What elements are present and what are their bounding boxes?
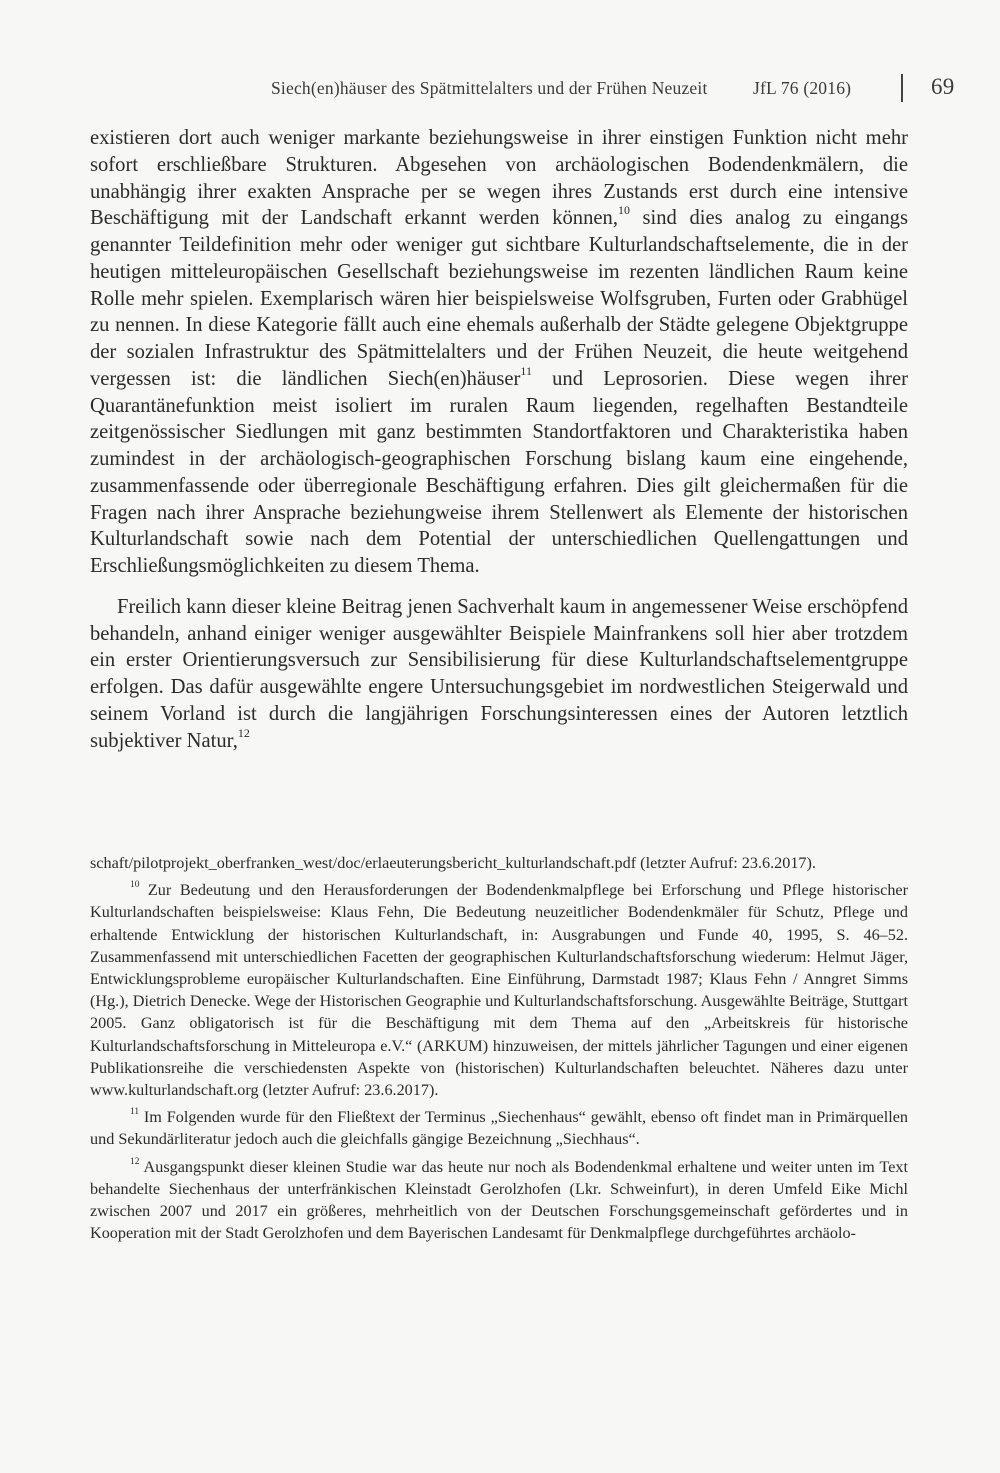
footnotes	[90, 852, 908, 1244]
running-title: Siech(en)häuser des Spätmittelalters und der Frühen Neuzeit	[271, 78, 708, 98]
running-header	[0, 74, 1000, 104]
paragraph-1	[90, 125, 908, 580]
footnote-11-text: Im Folgenden wurde für den Fließtext der Terminus „Siechenhaus“ gewählt, ebenso oft findet man in Primärquellen und Sekundärliteratur jedoch auch die gleichfalls gängige Bezeichnung „Siechhaus“.	[90, 1108, 909, 1149]
body-text	[90, 125, 908, 754]
footnote-12-text: Ausgangspunkt dieser kleinen Studie war das heute nur noch als Bodendenkmal erhaltene und weiter unten im Text behandelte Siechenhaus der unterfränkischen Kleinstadt Gerolzhofen (Lkr. Schweinfurt), in deren Umfeld Eike Michl zwischen 2007 und 2017 ein größeres, mehrheitlich von der Deutschen Forschungsgemeinschaft gefördertes und in Kooperation mit der Stadt Gerolzhofen und dem Bayerischen Landesamt für Denkmalpflege durchgeführtes archäolo-	[90, 1157, 908, 1243]
page-number: 69	[931, 74, 955, 99]
paragraph-2	[90, 594, 908, 755]
journal-citation: JfL 76 (2016)	[753, 78, 852, 98]
paragraph-1-part-c: und Leprosorien. Diese wegen ihrer Quarantänefunktion meist isoliert im ruralen Raum liegenden, regelhaften Bestandteile zeitgenössischer Siedlungen mit ganz bestimmten Standortfaktoren und Charakteristika haben zumindest in der archäologisch-geographischen Forschung bislang kaum eine eingehende, zusammenfassende oder überregionale Beschäftigung erfahren. Dies gilt gleichermaßen für die Fragen nach ihrer Ansprache beziehungweise ihrem Stellenwert als Elemente der historischen Kulturlandschaft sowie nach dem Potential der unterschiedlichen Quellengattungen und Erschließungsmöglichkeiten zu diesem Thema.	[90, 367, 908, 577]
header-divider	[901, 74, 903, 102]
footnote-continuation: schaft/pilotprojekt_oberfranken_west/doc/erlaeuterungsbericht_kulturlandschaft.pdf (letzter Aufruf: 23.6.2017).	[90, 854, 816, 872]
footnote-10	[90, 879, 908, 1101]
footnote-12-number: 12	[130, 1156, 140, 1167]
footnote-10-text: Zur Bedeutung und den Herausforderungen der Bodendenkmalpflege bei Erforschung und Pflege historischer Kulturlandschaften beispielsweise: Klaus Fehn, Die Bedeutung neuzeitlicher Bodendenkmäler für Schutz, Pflege und erhaltende Entwicklung der historischen Kulturlandschaft, in: Ausgrabungen und Funde 40, 1995, S. 46–52. Zusammenfassend mit unterschiedlichen Facetten der geographischen Kulturlandschaftsforschung wiederum: Helmut Jäger, Entwicklungsprobleme europäischer Kulturlandschaften. Eine Einführung, Darmstadt 1987; Klaus Fehn / Anngret Simms (Hg.), Dietrich Denecke. Wege der Historischen Geographie und Kulturlandschaftsforschung. Ausgewählte Beiträge, Stuttgart 2005. Ganz obligatorisch ist für die Beschäftigung mit dem Thema auf den „Arbeitskreis für historische Kulturlandschaftsforschung in Mitteleuropa e.V.“ (ARKUM) hinzuweisen, der mittels jährlicher Tagungen und einer eigenen Publikationsreihe die verschiedensten Aspekte von (historischen) Kulturlandschaften beleuchtet. Näheres dazu unter www.kulturlandschaft.org (letzter Aufruf: 23.6.2017).	[90, 881, 909, 1100]
footnote-11-number: 11	[130, 1107, 140, 1118]
paragraph-1-part-b: sind dies analog zu eingangs genannter Teildefinition mehr oder weniger gut sichtbare Kulturlandschaftselemente, die in der heutigen mitteleuropäischen Gesellschaft beziehungsweise im rezenten ländlichen Raum keine Rolle mehr spielen. Exemplarisch wären hier beispielsweise Wolfsgruben, Furten oder Grabhügel zu nennen. In diese Kategorie fällt auch eine ehemals außerhalb der Städte gelegene Objektgruppe der sozialen Infrastruktur des Spätmittelalters und der Frühen Neuzeit, die heute weitgehend vergessen ist: die ländlichen Siech(en)häuser	[90, 207, 908, 390]
footnote-10-number: 10	[130, 880, 140, 891]
paragraph-1-part-a: existieren dort auch weniger markante beziehungsweise in ihrer einstigen Funktion nicht mehr sofort erschließbare Strukturen. Abgesehen von archäologischen Bodendenkmälern, die unabhängig ihrer exakten Ansprache per se wegen ihres Zustands erst durch eine intensive Beschäftigung mit der Landschaft erkannt werden können,	[90, 127, 908, 230]
footnote-ref-12: 12	[237, 725, 250, 740]
footnote-12	[90, 1156, 908, 1245]
footnote-11	[90, 1106, 908, 1150]
footnote-ref-10: 10	[617, 203, 630, 218]
paragraph-2-text: Freilich kann dieser kleine Beitrag jenen Sachverhalt kaum in angemessener Weise erschöpfend behandeln, anhand einiger weniger ausgewählter Beispiele Mainfrankens soll hier aber trotzdem ein erster Orientierungsversuch zur Sensibilisierung für diese Kulturlandschaftselementgruppe erfolgen. Das dafür ausgewählte engere Untersuchungsgebiet im nordwestlichen Steigerwald und seinem Vorland ist durch die langjährigen Forschungsinteressen eines der Autoren letztlich subjektiver Natur,	[90, 595, 908, 752]
footnote-ref-11: 11	[520, 363, 532, 378]
